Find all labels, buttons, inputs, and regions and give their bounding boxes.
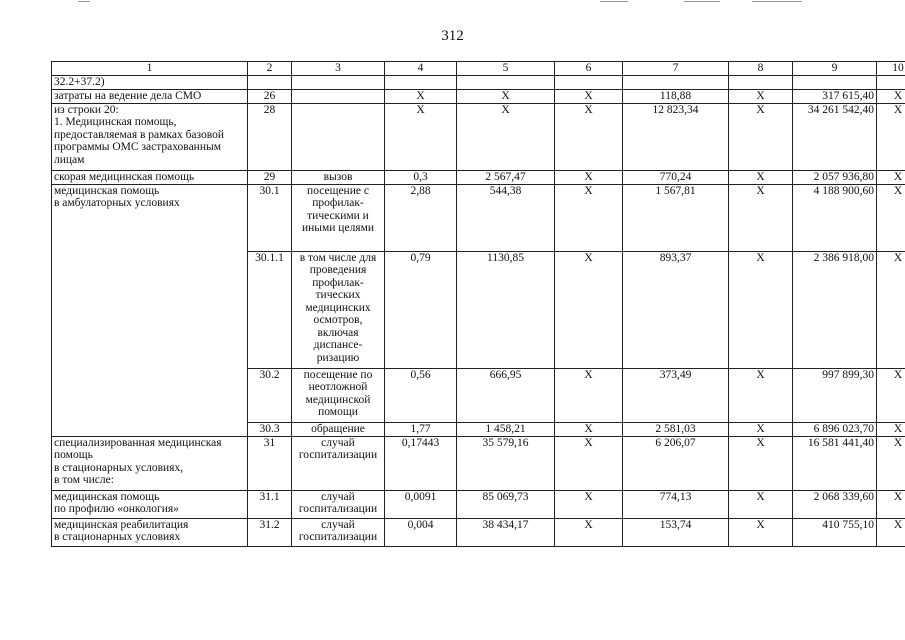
table-row (52, 436, 905, 490)
table-cell-col-7: 12 823,34 (623, 103, 729, 170)
table-cell-col-2: 29 (248, 170, 292, 184)
table-cell-col-9: 6 896 023,70 (793, 422, 877, 436)
table-cell-col-8: X (729, 422, 793, 436)
table-cell-col-1: медицинская реабилитация в стационарных условиях (52, 518, 248, 546)
column-header: 7 (623, 62, 729, 76)
table-cell-col-2: 30.3 (248, 422, 292, 436)
table-cell-col-10: X (877, 490, 905, 518)
table-cell-col-9 (793, 76, 877, 90)
table-cell-col-3 (292, 103, 385, 170)
table-cell-col-8: X (729, 103, 793, 170)
table-cell-col-7: 118,88 (623, 89, 729, 103)
table-cell-col-8 (729, 76, 793, 90)
table-cell-col-1: из строки 20: 1. Медицинская помощь, предоставляемая в рамках базовой программы ОМС застрахованным лицам (52, 103, 248, 170)
table-cell-col-8: X (729, 251, 793, 368)
table-cell-col-3: вызов (292, 170, 385, 184)
table-cell-col-7: 153,74 (623, 518, 729, 546)
table-cell-col-9: 4 188 900,60 (793, 184, 877, 251)
table-cell-col-1: медицинская помощь в амбулаторных условиях (52, 184, 248, 436)
table-cell-col-4: 0,17443 (385, 436, 457, 490)
table-cell-col-5: 544,38 (457, 184, 555, 251)
table-cell-col-7: 6 206,07 (623, 436, 729, 490)
table-cell-col-3 (292, 89, 385, 103)
column-header: 5 (457, 62, 555, 76)
table-cell-col-3: случай госпитализации (292, 518, 385, 546)
table-cell-col-5: 1 458,21 (457, 422, 555, 436)
table-cell-col-4: X (385, 89, 457, 103)
table-cell-col-9: 410 755,10 (793, 518, 877, 546)
table-cell-col-4: 0,004 (385, 518, 457, 546)
table-cell-col-7: 373,49 (623, 368, 729, 422)
table-cell-col-1: скорая медицинская помощь (52, 170, 248, 184)
table-cell-col-9: 2 386 918,00 (793, 251, 877, 368)
table-cell-col-4: X (385, 103, 457, 170)
table-cell-col-6: X (555, 518, 623, 546)
table-cell-col-8: X (729, 89, 793, 103)
column-header: 3 (292, 62, 385, 76)
table-cell-col-1: затраты на ведение дела СМО (52, 89, 248, 103)
table-cell-col-1: специализированная медицинская помощь в стационарных условиях, в том числе: (52, 436, 248, 490)
table-cell-col-9: 16 581 441,40 (793, 436, 877, 490)
table-cell-col-6: X (555, 170, 623, 184)
table-cell-col-7: 893,37 (623, 251, 729, 368)
table-cell-col-9: 2 057 936,80 (793, 170, 877, 184)
table-row (52, 89, 905, 103)
table-cell-col-10: X (877, 184, 905, 251)
table-row (52, 170, 905, 184)
table-cell-col-6: X (555, 251, 623, 368)
table-cell-col-10: X (877, 89, 905, 103)
table-cell-col-2: 31 (248, 436, 292, 490)
table-row (52, 184, 905, 251)
table-cell-col-3: случай госпитализации (292, 490, 385, 518)
table-cell-col-5: 38 434,17 (457, 518, 555, 546)
table-cell-col-5: 85 069,73 (457, 490, 555, 518)
column-header: 1 (52, 62, 248, 76)
table-cell-col-5 (457, 76, 555, 90)
table-cell-col-1: 32.2+37.2) (52, 76, 248, 90)
table-cell-col-2: 30.2 (248, 368, 292, 422)
table-cell-col-2: 31.1 (248, 490, 292, 518)
table-cell-col-5: 35 579,16 (457, 436, 555, 490)
table-cell-col-4: 0,3 (385, 170, 457, 184)
table-row (52, 103, 905, 170)
table-cell-col-6 (555, 76, 623, 90)
table-cell-col-3: посещение с профилак-тическими и иными целями (292, 184, 385, 251)
table-cell-col-10: X (877, 251, 905, 368)
table-cell-col-2: 30.1.1 (248, 251, 292, 368)
table-cell-col-4 (385, 76, 457, 90)
page-number: 312 (441, 28, 464, 44)
scan-edge-marks (0, 0, 905, 4)
table-cell-col-7: 774,13 (623, 490, 729, 518)
table-cell-col-5: 1130,85 (457, 251, 555, 368)
table-cell-col-7: 770,24 (623, 170, 729, 184)
table-cell-col-5: X (457, 103, 555, 170)
column-header: 6 (555, 62, 623, 76)
table-cell-col-10: X (877, 170, 905, 184)
table-cell-col-10: X (877, 103, 905, 170)
table-cell-col-1: медицинская помощь по профилю «онкология» (52, 490, 248, 518)
column-header: 4 (385, 62, 457, 76)
table-row (52, 76, 905, 90)
table-cell-col-2: 30.1 (248, 184, 292, 251)
column-header: 2 (248, 62, 292, 76)
table-cell-col-6: X (555, 103, 623, 170)
table-cell-col-7: 1 567,81 (623, 184, 729, 251)
table-cell-col-8: X (729, 368, 793, 422)
table-row (52, 518, 905, 546)
table-cell-col-4: 0,0091 (385, 490, 457, 518)
table-cell-col-9: 2 068 339,60 (793, 490, 877, 518)
table-cell-col-5: 2 567,47 (457, 170, 555, 184)
table-cell-col-2: 28 (248, 103, 292, 170)
table-cell-col-9: 317 615,40 (793, 89, 877, 103)
table-cell-col-4: 1,77 (385, 422, 457, 436)
column-header: 10 (877, 62, 905, 76)
table-cell-col-3 (292, 76, 385, 90)
table-cell-col-8: X (729, 490, 793, 518)
column-header: 8 (729, 62, 793, 76)
table-cell-col-7 (623, 76, 729, 90)
table-cell-col-2: 31.2 (248, 518, 292, 546)
table-cell-col-3: случай госпитализации (292, 436, 385, 490)
table-cell-col-10: X (877, 518, 905, 546)
table-cell-col-6: X (555, 184, 623, 251)
table-cell-col-7: 2 581,03 (623, 422, 729, 436)
table-cell-col-10: X (877, 436, 905, 490)
table-cell-col-6: X (555, 422, 623, 436)
table-cell-col-2 (248, 76, 292, 90)
table-cell-col-5: X (457, 89, 555, 103)
table-cell-col-3: в том числе для проведения профилак-тических медицинских осмотров, включая диспансе-ризацию (292, 251, 385, 368)
table-cell-col-3: посещение по неотложной медицинской помощи (292, 368, 385, 422)
table-cell-col-10: X (877, 368, 905, 422)
table-cell-col-9: 997 899,30 (793, 368, 877, 422)
table-cell-col-6: X (555, 490, 623, 518)
data-table (51, 61, 905, 547)
table-cell-col-10 (877, 76, 905, 90)
table-cell-col-10: X (877, 422, 905, 436)
table-cell-col-8: X (729, 518, 793, 546)
table-cell-col-8: X (729, 436, 793, 490)
table-cell-col-9: 34 261 542,40 (793, 103, 877, 170)
table-cell-col-3: обращение (292, 422, 385, 436)
table-cell-col-6: X (555, 368, 623, 422)
table-cell-col-4: 0,56 (385, 368, 457, 422)
table-cell-col-5: 666,95 (457, 368, 555, 422)
table-cell-col-6: X (555, 436, 623, 490)
table-cell-col-8: X (729, 170, 793, 184)
table-cell-col-8: X (729, 184, 793, 251)
column-header: 9 (793, 62, 877, 76)
column-number-row (52, 62, 905, 76)
table-cell-col-6: X (555, 89, 623, 103)
table-body (52, 76, 905, 547)
table-row (52, 490, 905, 518)
table-cell-col-4: 0,79 (385, 251, 457, 368)
table-cell-col-2: 26 (248, 89, 292, 103)
table-cell-col-4: 2,88 (385, 184, 457, 251)
